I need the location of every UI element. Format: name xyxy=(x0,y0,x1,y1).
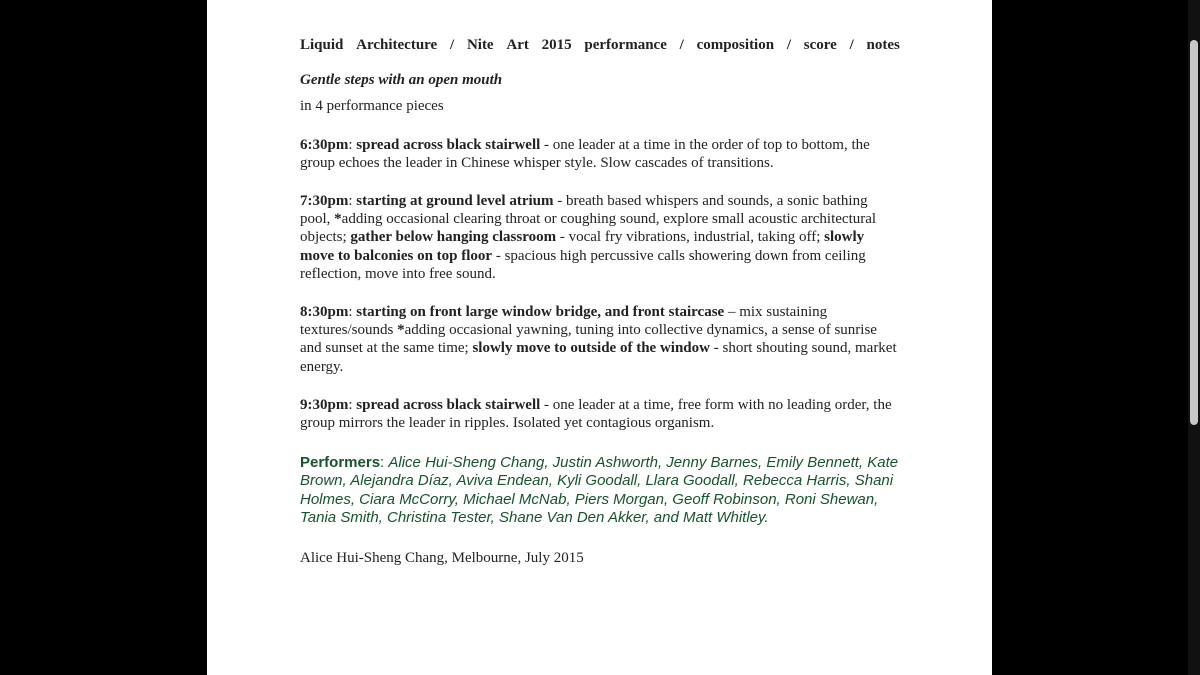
piece-text: - one leader at a time, free form with no leading order, the group mirrors the leader in ripples. Isolated yet contagious organism. xyxy=(300,396,892,432)
piece-emphasis: spread across black stairwell xyxy=(356,396,541,413)
heading-word: score xyxy=(803,37,837,53)
piece-text: – mix sustaining textures/sounds xyxy=(300,304,828,339)
piece-emphasis: spread across black stairwell xyxy=(356,136,541,153)
document-heading xyxy=(300,36,900,54)
piece-text: : xyxy=(348,193,357,210)
heading-word: Architecture xyxy=(356,37,438,53)
piece-text: - short shouting sound, market energy. xyxy=(300,340,897,375)
piece-text: - spacious high percussive calls showering down from ceiling reflection, move into free sound. xyxy=(300,247,866,282)
piece-emphasis: * xyxy=(397,322,405,339)
performance-piece xyxy=(300,192,900,283)
piece-text: - breath based whispers and sounds, a sonic bathing pool, xyxy=(300,193,868,228)
piece-text: adding occasional yawning, tuning into collective dynamics, a sense of sunrise and sunset at the same time; xyxy=(300,322,877,357)
piece-text: - vocal fry vibrations, industrial, taking off; xyxy=(556,229,825,246)
piece-emphasis: 6:30pm xyxy=(300,136,349,153)
heading-word: Art xyxy=(506,37,529,53)
piece-text: : xyxy=(348,304,357,321)
document-page xyxy=(207,0,992,675)
heading-word: / xyxy=(450,37,455,53)
piece-emphasis: 8:30pm xyxy=(300,304,349,321)
document-content xyxy=(300,36,900,567)
piece-text: : xyxy=(348,396,357,413)
heading-word: / xyxy=(786,37,792,53)
document-subtitle: Gentle steps with an open mouth xyxy=(300,72,503,89)
piece-emphasis: slowly move to balconies on top floor xyxy=(300,229,865,264)
performers-label: Performers xyxy=(300,454,381,472)
performance-pieces xyxy=(300,136,900,433)
performers-paragraph xyxy=(300,454,900,527)
scrollbar-thumb[interactable] xyxy=(1190,40,1198,425)
vertical-scrollbar[interactable] xyxy=(1188,0,1200,675)
piece-emphasis: gather below hanging classroom xyxy=(350,229,557,246)
heading-word: Nite xyxy=(466,37,494,53)
heading-word: notes xyxy=(866,37,900,53)
piece-emphasis: 7:30pm xyxy=(300,193,349,210)
piece-text: : xyxy=(348,136,357,153)
performance-piece xyxy=(300,396,900,432)
piece-emphasis: slowly move to outside of the window xyxy=(472,340,710,357)
heading-word: performance xyxy=(584,37,667,53)
heading-word: composition xyxy=(696,37,775,53)
piece-text: adding occasional clearing throat or coughing sound, explore small acoustic architectural objects; xyxy=(300,211,877,246)
piece-emphasis: * xyxy=(334,211,342,228)
performance-piece xyxy=(300,136,900,172)
piece-emphasis: 9:30pm xyxy=(300,396,349,413)
piece-text: - one leader at a time in the order of top to bottom, the group echoes the leader in Chinese whisper style. Slow cascades of transitions. xyxy=(300,136,870,171)
piece-emphasis: starting at ground level atrium xyxy=(356,193,554,210)
heading-word: / xyxy=(849,37,854,53)
heading-word: 2015 xyxy=(541,37,572,53)
signature: Alice Hui-Sheng Chang, Melbourne, July 2015 xyxy=(300,550,584,567)
heading-word: / xyxy=(679,37,684,53)
document-intro: in 4 performance pieces xyxy=(300,98,444,115)
piece-emphasis: starting on front large window bridge, and front staircase xyxy=(356,304,725,321)
heading-word: Liquid xyxy=(300,37,344,53)
performance-piece xyxy=(300,303,900,376)
performers-names: Alice Hui-Sheng Chang, Justin Ashworth, Jenny Barnes, Emily Bennett, Kate Brown, Alejandra Díaz, Aviva Endean, Kyli Goodall, Llara Goodall, Rebecca Harris, Shani Holmes, Ciara McCorry, Michael McNab, Piers Morgan, Geoff Robinson, Roni Shewan, Tania Smith, Christina Tester, Shane Van Den Akker, and Matt Whitley. xyxy=(300,454,899,526)
performers-separator: : xyxy=(380,454,389,472)
